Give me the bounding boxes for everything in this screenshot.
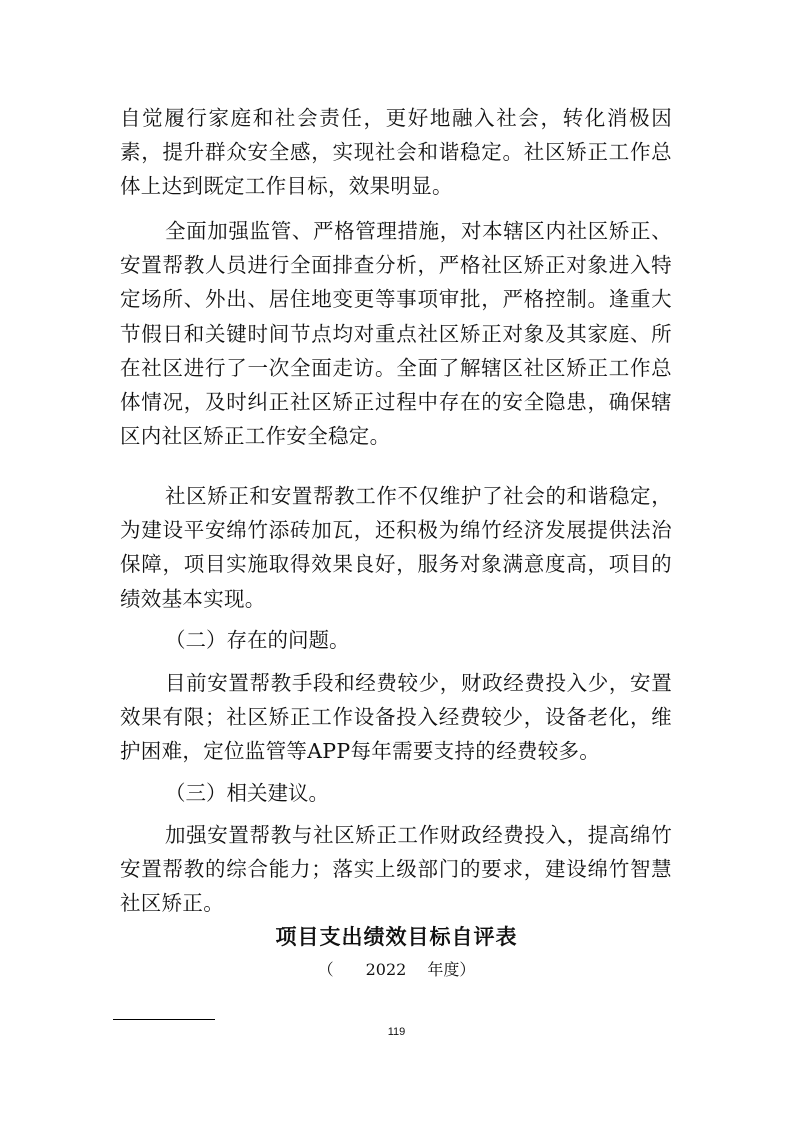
heading-suggestions: （三）相关建议。 [165,781,329,805]
footnote-rule [113,1019,215,1020]
paragraph-problems: 目前安置帮教手段和经费较少，财政经费投入少，安置效果有限；社区矫正工作设备投入经费较少，设备老化，维护困难，定位监管等APP每年需要支持的经费较多。 [120,671,672,764]
heading-existing-problems: （二）存在的问题。 [165,628,350,652]
paragraph-suggestions: 加强安置帮教与社区矫正工作财政经费投入，提高绵竹安置帮教的综合能力；落实上级部门的要求，建设绵竹智慧社区矫正。 [120,823,672,916]
year-line: （ 2022 年度） [317,960,476,979]
paragraph-supervision: 全面加强监管、严格管理措施，对本辖区内社区矫正、安置帮教人员进行全面排查分析，严格社区矫正对象进入特定场所、外出、居住地变更等事项审批，严格控制。逢重大节假日和关键时间节点均对重点社区矫正对象及其家庭、所在社区进行了一次全面走访。全面了解辖区社区矫正工作总体情况，及时纠正社区矫正过程中存在的安全隐患，确保辖区内社区矫正工作安全稳定。 [120,219,672,449]
page-number: 119 [387,1026,406,1038]
paragraph-achievements: 社区矫正和安置帮教工作不仅维护了社会的和谐稳定，为建设平安绵竹添砖加瓦，还积极为绵竹经济发展提供法治保障，项目实施取得效果良好，服务对象满意度高，项目的绩效基本实现。 [120,484,672,611]
table-title: 项目支出绩效目标自评表 [275,925,518,949]
paragraph-social-responsibility: 自觉履行家庭和社会责任，更好地融入社会，转化消极因素，提升群众安全感，实现社会和谐稳定。社区矫正工作总体上达到既定工作目标，效果明显。 [120,106,672,199]
